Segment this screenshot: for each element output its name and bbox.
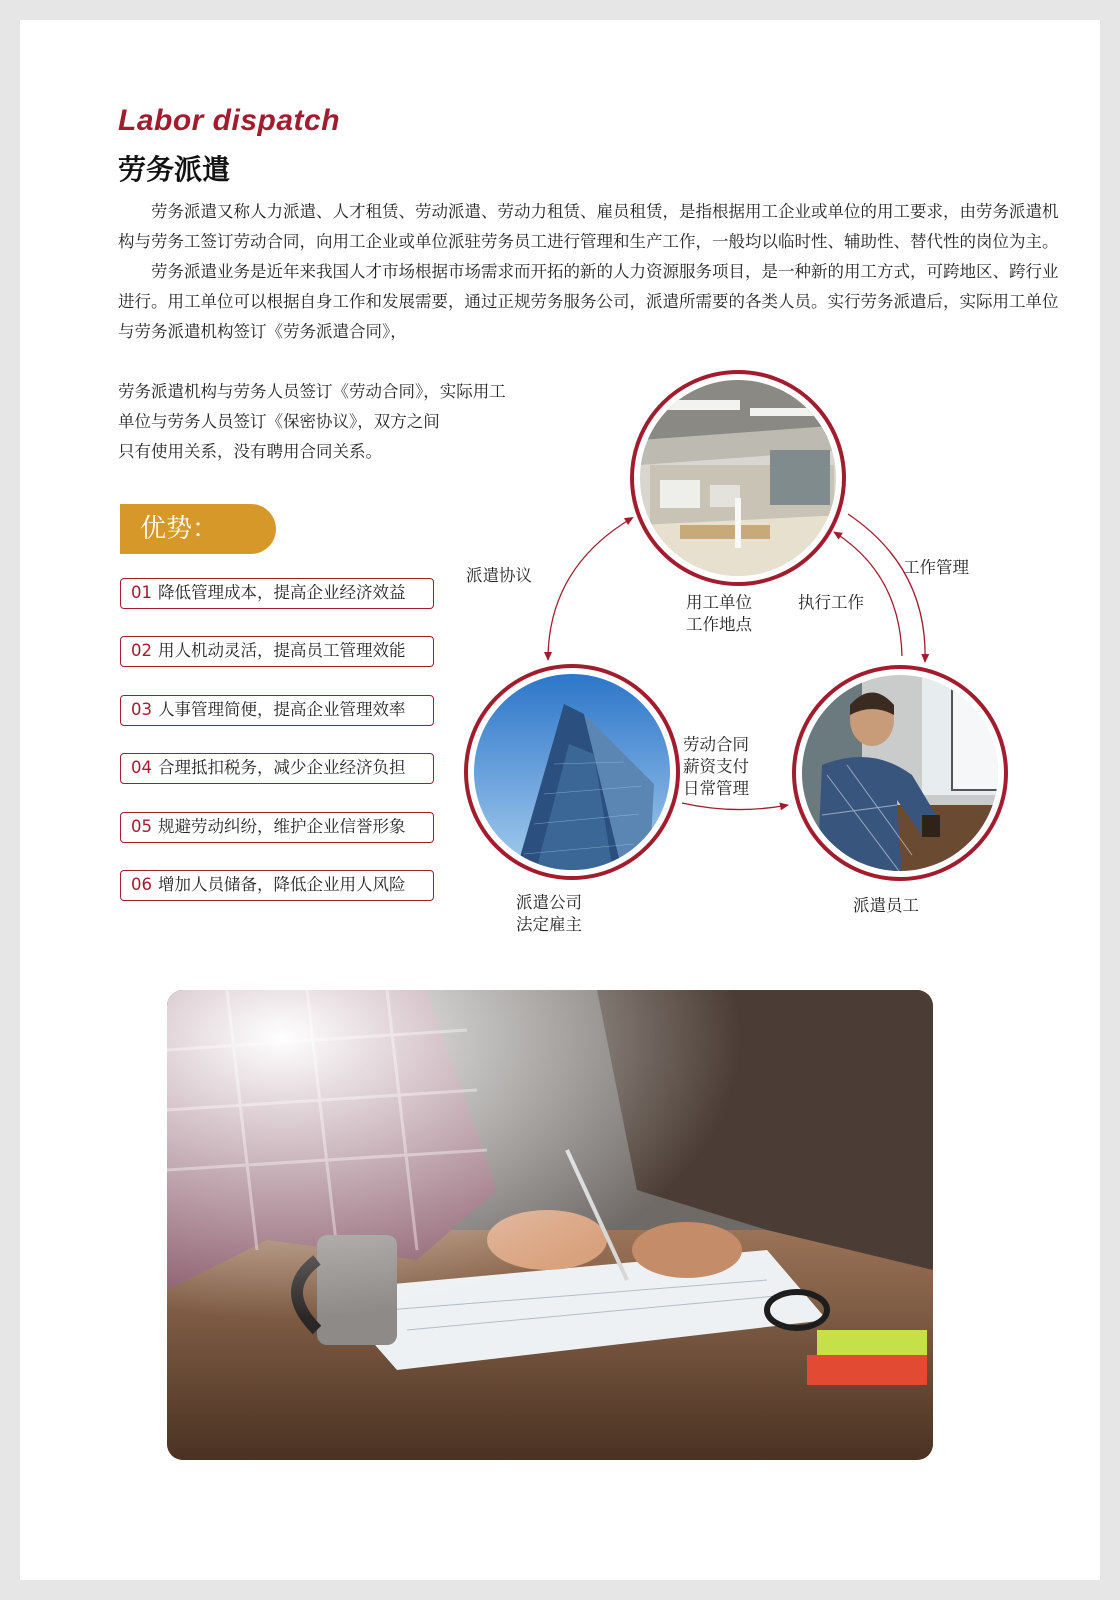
advantage-text: 人事管理简便，提高企业管理效率 [158,700,406,719]
english-title: Labor dispatch [118,104,341,137]
contract-label-line: 日常管理 [683,779,749,798]
teamwork-photo [167,990,933,1460]
dispatch-employee-label: 派遣员工 [853,896,919,915]
advantage-number: 04 [131,758,152,777]
arrow-dispatch-agreement [548,518,632,660]
advantage-number: 01 [131,583,152,602]
intro-line: 劳务派遣机构与劳务人员签订《劳动合同》，实际用工 [118,382,506,401]
workplace-label [686,592,752,636]
contract-label-line: 劳动合同 [683,735,749,754]
dispatch-company-label-line: 派遣公司 [516,893,582,912]
execute-work-label: 执行工作 [798,593,864,612]
chinese-title: 劳务派遣 [118,153,231,186]
advantage-text: 增加人员储备，降低企业用人风险 [158,875,406,894]
employee-photo [792,665,1008,881]
dispatch-agreement-label: 派遣协议 [466,566,532,585]
advantage-text: 合理抵扣税务，减少企业经济负担 [158,758,406,777]
intro-paragraph-2: 劳务派遣业务是近年来我国人才市场根据市场需求而开拓的新的人力资源服务项目，是一种新的用工方式，可跨地区、跨行业进行。用工单位可以根据自身工作和发展需要，通过正规劳务服务公司，派遣所需要的各类人员。实行劳务派遣后，实际用工单位与劳务派遣机构签订《劳务派遣合同》， [118,262,1059,341]
workplace-label-line: 工作地点 [686,615,752,634]
advantage-text: 用人机动灵活，提高员工管理效能 [158,641,406,660]
company-building-photo [464,664,680,880]
advantage-text: 规避劳动纠纷，维护企业信誉形象 [158,817,406,836]
contract-label [683,734,749,800]
page [20,20,1100,1580]
advantage-text: 降低管理成本，提高企业经济效益 [158,583,406,602]
intro-paragraph-1: 劳务派遣又称人力派遣、人才租赁、劳动派遣、劳动力租赁、雇员租赁，是指根据用工企业或单位的用工要求，由劳务派遣机构与劳务工签订劳动合同，向用工企业或单位派驻劳务员工进行管理和生产工作，一般均以临时性、辅助性、替代性的岗位为主。 [118,202,1059,251]
advantage-number: 05 [131,817,152,836]
dispatch-company-label [516,892,582,936]
advantage-number: 06 [131,875,152,894]
advantages-heading: 优势： [120,504,276,554]
intro-line: 只有使用关系，没有聘用合同关系。 [118,442,382,461]
workplace-label-line: 用工单位 [686,593,752,612]
arrow-contract [682,803,788,810]
contract-label-line: 薪资支付 [683,757,749,776]
dispatch-company-label-line: 法定雇主 [516,915,582,934]
advantage-number: 02 [131,641,152,660]
advantage-number: 03 [131,700,152,719]
workplace-photo [630,370,846,586]
office-image [640,380,836,576]
intro-line: 单位与劳务人员签订《保密协议》，双方之间 [118,412,440,431]
work-management-label: 工作管理 [903,558,969,577]
employee-image [802,675,998,871]
dispatch-diagram [20,20,1100,980]
building-image [474,674,670,870]
